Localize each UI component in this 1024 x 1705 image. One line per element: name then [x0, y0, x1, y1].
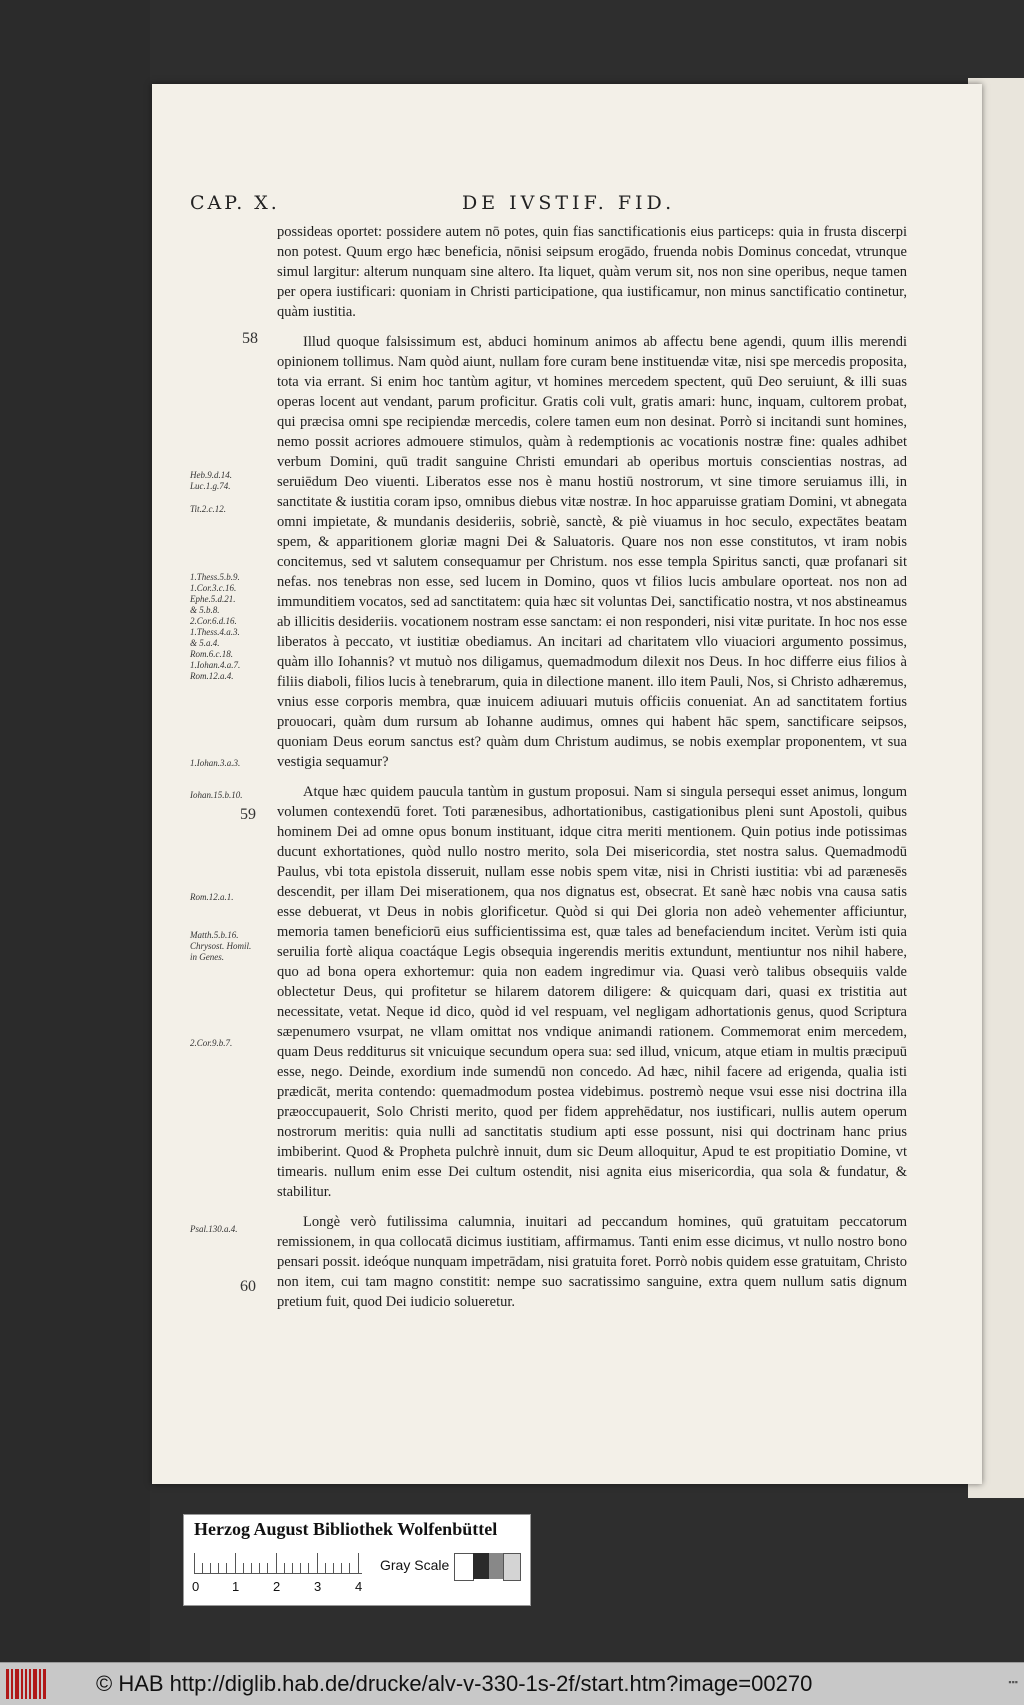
- margin-reference: Psal.130.a.4.: [190, 1224, 238, 1234]
- gray-swatch-black: [473, 1553, 489, 1579]
- section-number: 60: [240, 1278, 256, 1295]
- book-page: [152, 84, 982, 1484]
- source-url[interactable]: © HAB http://diglib.hab.de/drucke/alv-v-330-1s-2f/start.htm?image=00270: [96, 1671, 813, 1696]
- main-text: [277, 222, 907, 1322]
- gray-swatch-mid: [489, 1553, 503, 1579]
- margin-reference: Rom.12.a.1.: [190, 892, 234, 902]
- margin-reference: Tit.2.c.12.: [190, 504, 227, 514]
- gray-scale-label: Gray Scale: [380, 1557, 450, 1573]
- gray-swatch-light: [503, 1553, 521, 1581]
- footer-mark: ▪▪▪: [1008, 1677, 1018, 1687]
- running-header: [152, 192, 982, 216]
- scanner-background: [0, 0, 150, 1662]
- margin-reference: Matth.5.b.16. Chrysost. Homil. in Genes.: [190, 930, 252, 962]
- ruler-label: 1: [232, 1579, 240, 1594]
- hab-logo-icon: [6, 1669, 46, 1699]
- section-number: 59: [240, 806, 256, 823]
- paragraph: possideas oportet: possidere autem nō potes, quin fias sanctificationis eius particeps: quia in frusta discerpi non potest. Quum ergo hæc beneficia, nōnisi seipsum erogādo, fruenda nobis Dominus concedat, vtrunque simul largitur: alterum nunquam sine altero. Ita liquet, quàm verum sit, nos non sine operibus, neque tamen per opera iustificari: quoniam in Christi participatione, qua iustificamur, non minus sanctificatio continetur, quàm iustitia.: [277, 224, 907, 320]
- margin-reference: 1.Thess.5.b.9. 1.Cor.3.c.16. Ephe.5.d.21. & 5.b.8. 2.Cor.6.d.16. 1.Thess.4.a.3. & 5.a.4. Rom.6.c.18. 1.Iohan.4.a.7. Rom.12.a.4.: [190, 572, 241, 681]
- paragraph: Illud quoque falsissimum est, abduci hominum animos ab affectu bene agendi, quum illis merendi opinionem tollimus. Nam quòd aiunt, nullam fore curam bene instituendæ vitæ, nisi spe mercedis proposita, tota via errant. Si enim hoc tantùm agitur, vt homines mercedem spectent, quū Deo seruiunt, & illi suas operas locent aut vendant, parum proficitur. Gratis coli vult, gratis amari: hunc, inquam, cultorem probat, qui præcisa omni spe recipiendæ mercedis, colere tamen eum non desinat. Porrò si incitandi sunt homines, nemo possit acriores admouere stimulos, quàm à redemptionis ac vocationis nostræ fine: quales adhibet verbum Domini, quū tradit sanguine Christi emundari ab operibus mortuis conscientias nostras, ad seruiēdum Deo viuenti. Liberatos esse nos è manu hostiū nostrorum, vt sine timore seruiamus illi, in sanctitate & iustitia coram ipso, omnibus diebus vitæ nostræ. In hoc apparuisse gratiam Domini, vt abnegata omni impietate, & mundanis desideriis, sobriè, sanctè, & piè viuamus in hoc seculo, expectātes beatam spem, & apparitionem gloriæ magni Dei & Saluatoris. Quare nos non esse constitutos, vt iram nobis concitemus, sed vt salutem consequamur per Christum. nos esse templa Spiritus sancti, quæ profanari sit nefas. nos tenebras non esse, sed lucem in Domino, quos vt filios lucis ambulare oporteat. nos non ad immunditiem vocatos, sed ad sanctitatem: quia hæc sit voluntas Dei, sanctificatio nostra, vt nos abstineamus ab illicitis desideriis. vocationem nostram esse sanctam: ei non responderi, nisi vitæ puritate. In hoc nos esse liberatos à peccato, vt iustitiæ obediamus. An incitari ad charitatem vllo viuaciori argumento possimus, quàm illo Iohannis? vt mutuò nos diligamus, quemadmodum dilexit nos Deus. In hoc differre eius filios à filiis diaboli, filios lucis à tenebrarum, quia in dilectione manent. illo item Pauli, Nos, si Christo adhæremus, vnius esse corporis membra, quæ inuicem adiuuari mutuis officiis conueniat. An ad sanctitatem fortius prouocari, quàm dum rursum ab Iohanne audimus, omnes qui habent hāc spem, sanctificare seipsos, quoniam Deus eorum sanctus est? quàm dum Christum audimus, se nobis exemplar proponentem, vt sua vestigia sequamur?: [277, 334, 907, 770]
- gray-swatch-white: [454, 1553, 474, 1581]
- ruler-label: 4: [355, 1579, 363, 1594]
- margin-reference: Iohan.15.b.10.: [190, 790, 243, 800]
- library-color-card: [183, 1514, 531, 1606]
- ruler-label: 3: [314, 1579, 322, 1594]
- chapter-heading: CAP. X.: [190, 192, 280, 214]
- ruler-label: 0: [192, 1579, 200, 1594]
- margin-reference: 1.Iohan.3.a.3.: [190, 758, 241, 768]
- footer-bar: [0, 1662, 1024, 1705]
- margin-reference: Heb.9.d.14. Luc.1.g.74.: [190, 470, 232, 491]
- section-number: 58: [242, 330, 258, 347]
- paragraph: Atque hæc quidem paucula tantùm in gustum proposui. Nam si singula persequi esset animus, longum volumen contexendū foret. Toti parænesibus, adhortationibus, castigationibus pleni sunt Apostoli, quibus hominem Dei ad omne opus bonum instituant, idque citra meriti mentionem. Quin potius inde potissimas ducunt exhortationes, quòd nullo nostro merito, sola Dei misericordia, stet nostra salus. Quemadmodū Paulus, vbi tota epistola disseruit, nullam esse nobis spem vitæ, nisi in Christi iustitia: vbi ad parænesēs descendit, per illam Dei miserationem, qua nos dignatus est, obsecrat. Et sanè hæc nobis vna causa satis esse debuerat, vt Deus in nobis glorificetur. Quòd si qui Dei gloria non adeò vehementer afficiuntur, memoria tamen beneficiorū eius sufficientissima est, quæ tales ad benefaciendum incitet. Verùm isti quia seruilia fortè aliqua coactáque Legis obsequia ingerendis meritis extundunt, mentiuntur nos nihil habere, quo ad bona opera exhortemur: quia non eadem ingredimur via. Quasi verò talibus obsequiis valde oblectetur Deus, qui profitetur se hilarem datorem diligere: & quicquam dari, quasi ex tristitia aut necessitate, vetat. Neque id dico, quòd id vel respuam, vel negligam adhortationis genus, quod Scriptura sæpenumero vsurpat, ne vllam omittat nos vndique animandi rationem. Commemorat enim mercedem, quam Deus redditurus sit vnicuique secundum opera sua: sed illud, vnicum, atque etiam in multis præcipuū esse, nego. Deinde, exordium inde sumendū non concedo. Ad hæc, nihil facere ad erigenda, qualia isti prædicāt, merita contendo: quemadmodum postea videbimus. postremò neque vsui esse nisi doctrina illa præoccupauerit, Solo Christi merito, quod per fidem apprehēdatur, nos iustificari, nullis autem operum nostrorum meritis: quia nulli ad sanctitatis studium apti esse possunt, nisi qui doctrinam hanc prius imbiberint. Quod & Propheta pulchrè innuit, dum sic Deum alloquitur, Apud te est propitiatio Domine, vt timearis. nullum enim esse Dei cultum ostendit, nisi agnita eius misericordia, qua sola & fundatur, & stabilitur.: [277, 784, 907, 1200]
- library-name: Herzog August Bibliothek Wolfenbüttel: [194, 1519, 498, 1539]
- paragraph: Longè verò futilissima calumnia, inuitari ad peccandum homines, quū gratuitam peccatorum remissionem, in qua collocatā dicimus iustitiam, affirmamus. Tanti enim esse dicimus, vt nullo nostro bono pensari possit. ideóque nunquam impetrādam, nisi gratuita foret. Porrò nobis quidem esse gratuitam, Christo non item, cui tam magno constitit: nempe suo sacratissimo sanguine, extra quem nullum satis dignum pretium fuit, quod Dei iudicio solueretur.: [277, 1214, 907, 1310]
- running-title: DE IVSTIF. FID.: [462, 192, 676, 214]
- ruler-label: 2: [273, 1579, 281, 1594]
- scale-ruler: [194, 1553, 362, 1574]
- margin-reference: 2.Cor.9.b.7.: [190, 1038, 233, 1048]
